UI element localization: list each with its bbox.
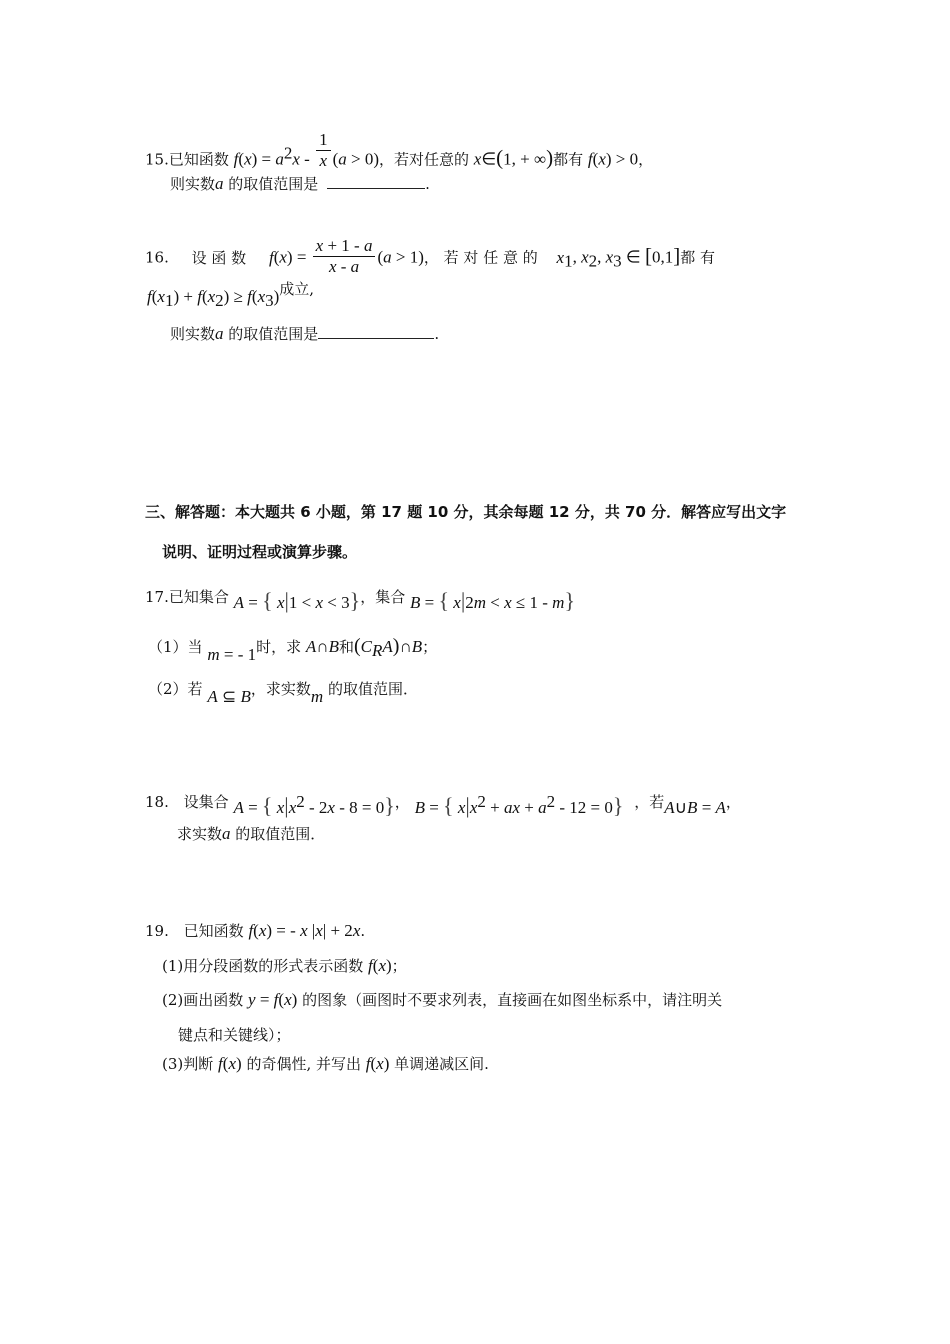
q17-part2-end: 的取值范围． bbox=[327, 680, 418, 698]
q18-line2-text: 的取值范围． bbox=[235, 825, 326, 843]
q19-line1: 19. 已知函数 f(x) = - x |x| + 2x. bbox=[145, 921, 366, 940]
q17-part1: （1）当 m = - 1时，求 A∩B和$(C_RA)\cap B$； bbox=[148, 635, 438, 664]
q17-prefix: 已知集合 bbox=[168, 588, 229, 606]
q19-item1-label: (1)用分段函数的形式表示函数 bbox=[162, 957, 364, 975]
q16-prefix: 设 函 数 bbox=[191, 248, 247, 267]
q16-number: 16. bbox=[145, 248, 169, 267]
q17-mid: ，集合 bbox=[360, 588, 406, 606]
q19-item2: (2)画出函数 y = f(x) 的图象（画图时不要求列表，直接画在如图坐标系中，请注明关 bbox=[162, 990, 723, 1009]
q17-part1-and: 和 bbox=[338, 638, 354, 656]
q19-item3-label: (3)判断 bbox=[162, 1055, 214, 1073]
q15-line2: 则实数a 的取值范围是 . bbox=[170, 174, 430, 193]
q19-item2-text: 的图象（画图时不要求列表，直接画在如图坐标系中，请注明关 bbox=[302, 991, 723, 1009]
q16-condition: ， 若 对 任 意 的 bbox=[423, 248, 538, 267]
q17-part2: （2）若 A ⊆ B，求实数m 的取值范围． bbox=[148, 680, 418, 706]
q19-item1: (1)用分段函数的形式表示函数 f(x)； bbox=[162, 956, 407, 975]
q19-item3-mid: 的奇偶性, 并写出 bbox=[246, 1055, 361, 1073]
q18-if: ，若 bbox=[634, 793, 665, 811]
q15-line2-text: 的取值范围是 bbox=[228, 175, 319, 193]
q19-item1-end: ； bbox=[391, 957, 407, 975]
q16-line1: 16. 设 函 数 f(x) = $\frac{x + 1 - a}{x - a}$ (a > 1)， 若 对 任 意 的 $x_1$, $x_2$, $x_3$ ∈ [0,1]都 有 bbox=[145, 236, 715, 276]
section3-title-line1: 三、解答题：本大题共 6 小题，第 17 题 10 分，其余每题 12 分，共 70 分．解答应写出文字 bbox=[145, 503, 787, 521]
q19-item3-end: 单调递减区间. bbox=[394, 1055, 489, 1073]
q16-line3-text: 的取值范围是 bbox=[228, 325, 319, 343]
q16-end: . bbox=[434, 325, 440, 343]
q15-formula: f bbox=[233, 149, 239, 169]
q15-has: 都有 bbox=[553, 150, 584, 169]
q15-end: . bbox=[425, 175, 430, 193]
q19-item2-line2: 键点和关键线）； bbox=[178, 1026, 291, 1044]
q19-item2-label: (2)画出函数 bbox=[162, 991, 244, 1009]
q19-prefix: 已知函数 bbox=[183, 922, 244, 940]
q17-part1-mid: 时，求 bbox=[256, 638, 302, 656]
q15-number: 15. bbox=[145, 150, 169, 169]
q17-number: 17. bbox=[145, 588, 169, 606]
q15-condition: ，若对任意的 bbox=[379, 150, 470, 169]
q17-part1-label: （1）当 bbox=[148, 638, 203, 656]
q16-line3: 则实数a 的取值范围是 . bbox=[170, 324, 440, 343]
q18-line2-prefix: 求实数 bbox=[177, 825, 223, 843]
q17-part2-label: （2）若 bbox=[148, 680, 203, 698]
q18-number: 18. bbox=[145, 793, 169, 811]
q19-end: . bbox=[360, 922, 366, 940]
q15-line2-prefix: 则实数 bbox=[170, 175, 216, 193]
q17-part2-mid: ，求实数 bbox=[250, 680, 311, 698]
q15-prefix: 已知函数 bbox=[168, 150, 229, 169]
q16-answer-blank[interactable] bbox=[318, 324, 434, 339]
q18-prefix: 设集合 bbox=[183, 793, 229, 811]
q18-comma: ， bbox=[394, 793, 410, 811]
q16-line3-prefix: 则实数 bbox=[170, 325, 216, 343]
q17-line1: 17.已知集合 A = { x|1 < x < 3}，集合 B = { x|2m < x ≤ 1 - m} bbox=[145, 588, 576, 613]
q15-answer-blank[interactable] bbox=[327, 174, 425, 189]
q18-end: ， bbox=[725, 793, 741, 811]
q16-holds: 成立, bbox=[279, 280, 315, 298]
q15-line1: 15.已知函数 $f(x) = a^2x$ - $\frac{1}{x}$ (a > 0)，若对任意的 x∈(1, + ∞)都有 f(x) > 0， bbox=[145, 130, 654, 170]
q19-number: 19. bbox=[145, 922, 169, 940]
q19-item3: (3)判断 f(x) 的奇偶性, 并写出 f(x) 单调递减区间. bbox=[162, 1054, 489, 1073]
q18-line2: 求实数a 的取值范围． bbox=[177, 824, 326, 843]
section3-title-line2: 说明、证明过程或演算步骤。 bbox=[162, 543, 358, 561]
q16-line2: $f(x_1) + f(x_2) \ge f(x_3)$成立, bbox=[147, 280, 315, 310]
q16-has: 都 有 bbox=[680, 248, 715, 267]
q17-part1-end: ； bbox=[422, 638, 438, 656]
q18-line1: 18. 设集合 A = { $x|x^2 - 2x - 8 = 0$}， B = { $x|x^2$ + ax + $a^2 - 12 = 0$} ，若A∪B = A， bbox=[145, 792, 741, 818]
